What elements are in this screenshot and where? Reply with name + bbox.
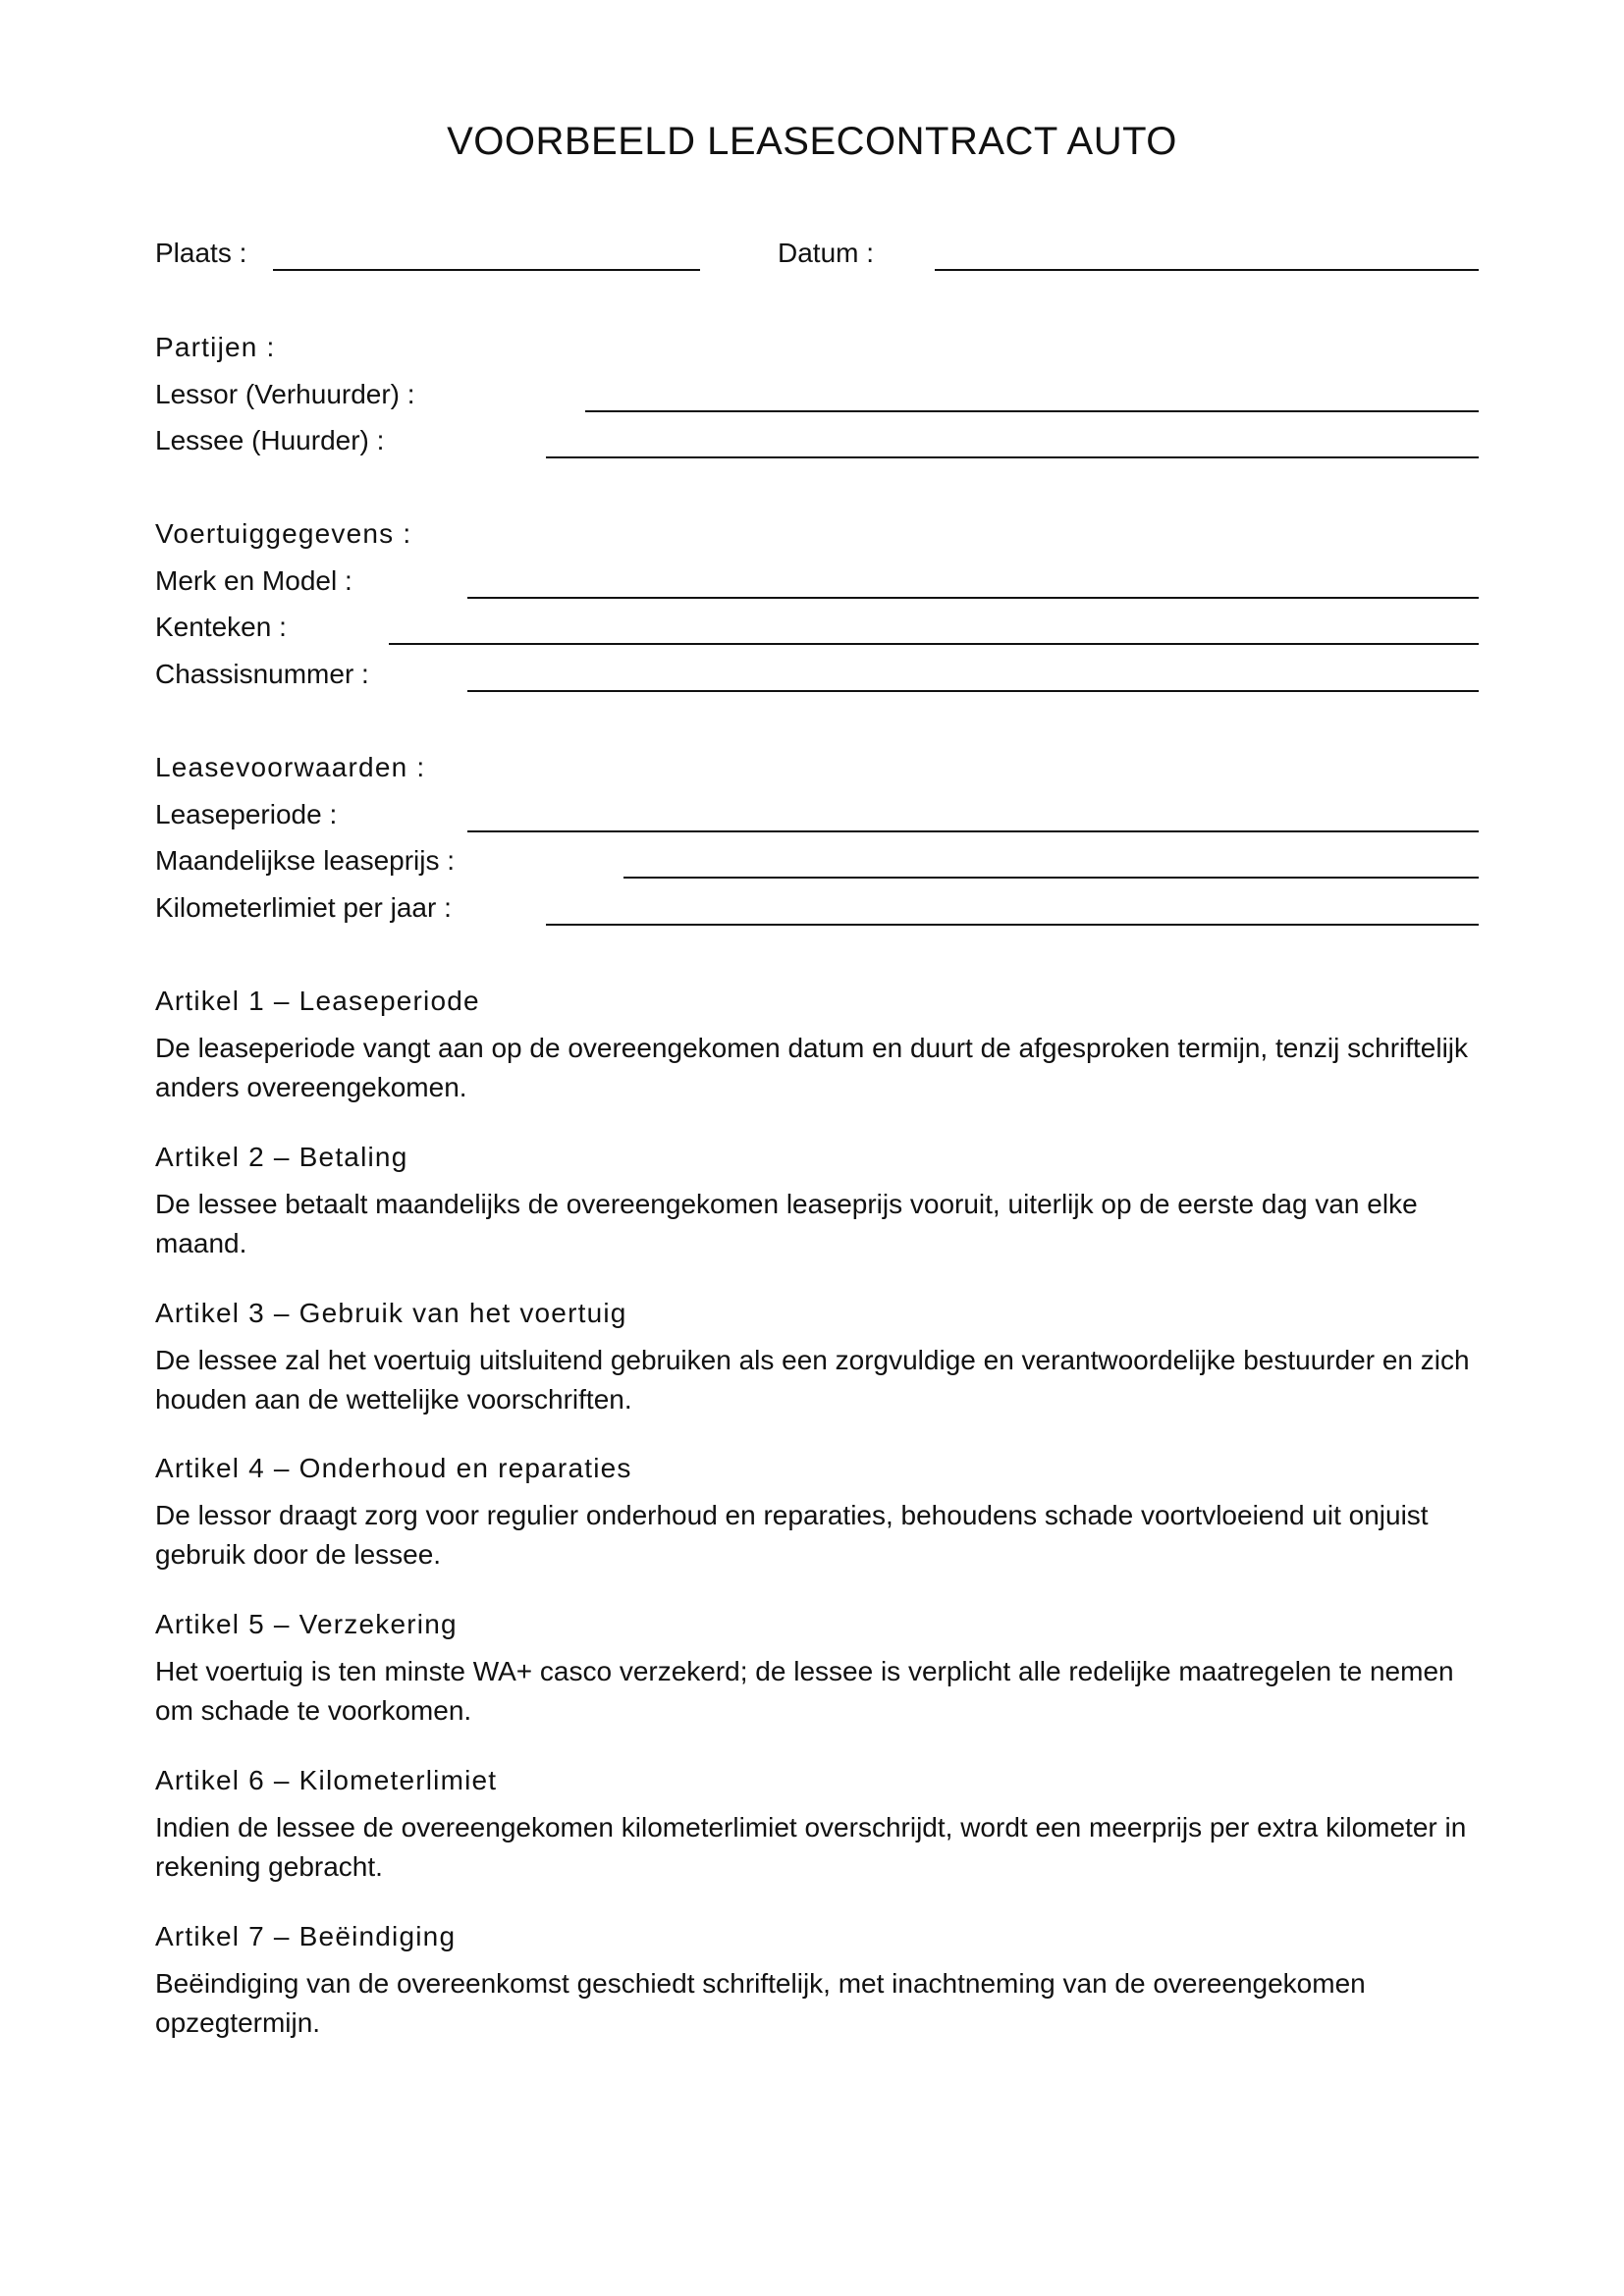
article-3-text: De lessee zal het voertuig uitsluitend gebruiken als een zorgvuldige en verantwoordelijke bestuurder en zich houden aan de wettelijke voorschriften. — [155, 1345, 1470, 1415]
article-1-heading: Artikel 1 – Leaseperiode — [155, 986, 480, 1016]
lessor-label: Lessor (Verhuurder) : — [155, 379, 415, 409]
date-label: Datum : — [778, 238, 875, 268]
license-plate-field-line[interactable] — [389, 643, 1479, 645]
article-3-heading: Artikel 3 – Gebruik van het voertuig — [155, 1298, 627, 1328]
article-7-text: Beëindiging van de overeenkomst geschiedt schriftelijk, met inachtneming van de overeengekomen opzegtermijn. — [155, 1968, 1366, 2038]
make-model-label: Merk en Model : — [155, 565, 352, 596]
lease-terms-heading: Leasevoorwaarden : — [155, 752, 426, 782]
chassis-label: Chassisnummer : — [155, 659, 369, 689]
lease-period-field-line[interactable] — [467, 830, 1479, 832]
article-4-heading: Artikel 4 – Onderhoud en reparaties — [155, 1453, 632, 1483]
article-2-heading: Artikel 2 – Betaling — [155, 1142, 408, 1172]
article-7-heading: Artikel 7 – Beëindiging — [155, 1921, 457, 1951]
place-field-line[interactable] — [273, 269, 700, 271]
article-6-text: Indien de lessee de overeengekomen kilometerlimiet overschrijdt, wordt een meerprijs per extra kilometer in rekening gebracht. — [155, 1812, 1467, 1882]
lessor-field-line[interactable] — [585, 410, 1479, 412]
vehicle-heading: Voertuiggegevens : — [155, 518, 412, 549]
km-limit-label: Kilometerlimiet per jaar : — [155, 892, 452, 923]
page-title: VOORBEELD LEASECONTRACT AUTO — [447, 120, 1177, 163]
article-4-text: De lessor draagt zorg voor regulier onderhoud en reparaties, behoudens schade voortvloeiend uit onjuist gebruik door de lessee. — [155, 1500, 1429, 1570]
license-plate-label: Kenteken : — [155, 612, 287, 642]
parties-heading: Partijen : — [155, 332, 276, 362]
monthly-price-label: Maandelijkse leaseprijs : — [155, 845, 456, 876]
make-model-field-line[interactable] — [467, 597, 1479, 599]
article-2-text: De lessee betaalt maandelijks de overeengekomen leaseprijs vooruit, uiterlijk op de eerste dag van elke maand. — [155, 1189, 1418, 1258]
article-1-text: De leaseperiode vangt aan op de overeengekomen datum en duurt de afgesproken termijn, tenzij schriftelijk anders overeengekomen. — [155, 1033, 1469, 1102]
article-5-text: Het voertuig is ten minste WA+ casco verzekerd; de lessee is verplicht alle redelijke maatregelen te nemen om schade te voorkomen. — [155, 1656, 1454, 1726]
lessee-field-line[interactable] — [546, 456, 1479, 458]
km-limit-field-line[interactable] — [546, 924, 1479, 926]
place-label: Plaats : — [155, 238, 247, 268]
article-6-heading: Artikel 6 – Kilometerlimiet — [155, 1765, 498, 1795]
article-5-heading: Artikel 5 – Verzekering — [155, 1609, 458, 1639]
lease-period-label: Leaseperiode : — [155, 799, 338, 829]
lessee-label: Lessee (Huurder) : — [155, 425, 385, 455]
date-field-line[interactable] — [935, 269, 1479, 271]
chassis-field-line[interactable] — [467, 690, 1479, 692]
monthly-price-field-line[interactable] — [623, 877, 1479, 879]
